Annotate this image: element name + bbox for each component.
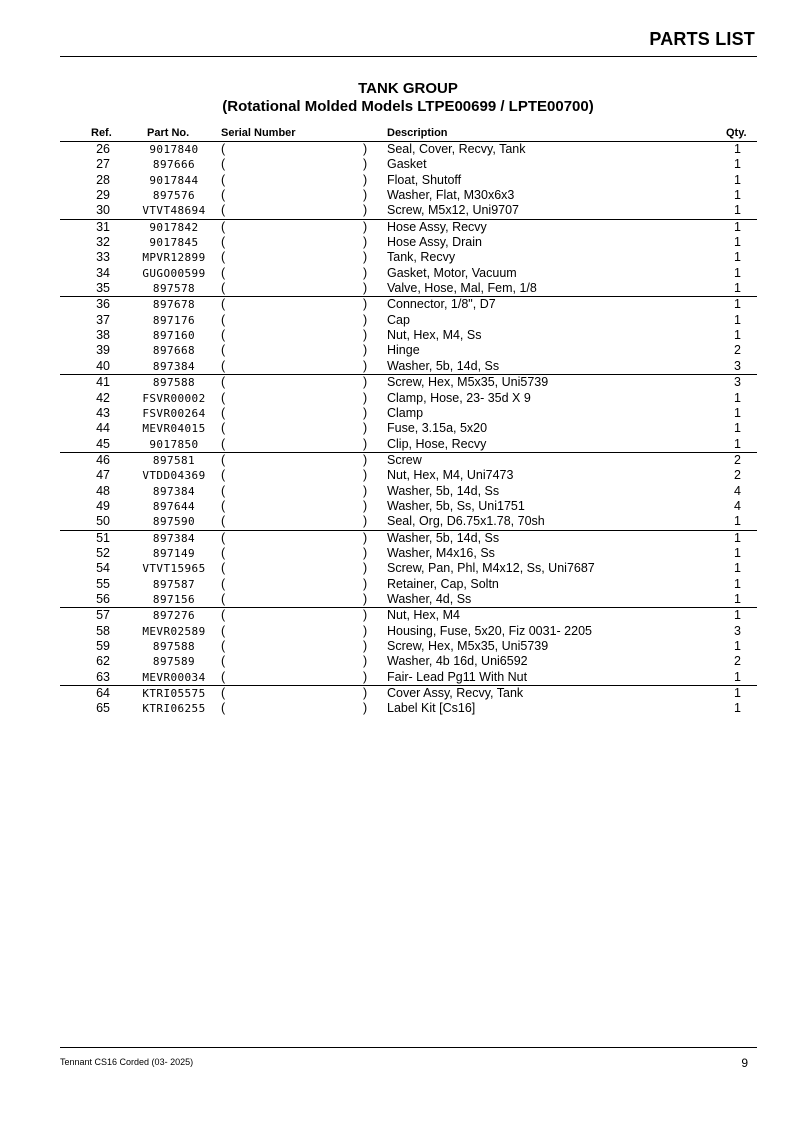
table-row xyxy=(60,235,757,250)
ref-number: 58 xyxy=(96,623,110,638)
ref-number: 56 xyxy=(96,591,110,606)
part-number: 897276 xyxy=(152,609,196,623)
part-description: Screw, Hex, M5x35, Uni5739 xyxy=(387,639,549,653)
serial-close-bracket: ) xyxy=(363,142,368,156)
part-quantity: 1 xyxy=(734,561,741,576)
table-row xyxy=(60,639,757,654)
part-number: 897578 xyxy=(152,282,196,296)
ref-number: 65 xyxy=(96,701,110,716)
serial-close-bracket: ) xyxy=(363,157,368,172)
table-row xyxy=(60,654,757,669)
ref-number: 26 xyxy=(96,142,110,156)
part-description: Connector, 1/8", D7 xyxy=(387,297,496,312)
ref-number: 52 xyxy=(96,545,110,560)
part-quantity: 1 xyxy=(734,514,741,529)
part-description: Hose Assy, Drain xyxy=(387,235,482,250)
serial-close-bracket: ) xyxy=(363,452,368,467)
serial-close-bracket: ) xyxy=(363,623,368,638)
part-number: 897587 xyxy=(152,577,196,591)
row-group xyxy=(60,296,757,374)
serial-close-bracket: ) xyxy=(363,203,368,218)
part-number: 897668 xyxy=(152,344,196,358)
serial-open-bracket: ( xyxy=(221,436,226,451)
table-row xyxy=(60,437,757,452)
table-row xyxy=(60,499,757,514)
ref-number: 27 xyxy=(96,157,110,172)
part-quantity: 1 xyxy=(734,639,741,653)
part-description: Label Kit [Cs16] xyxy=(387,701,476,716)
ref-number: 31 xyxy=(96,219,110,234)
part-quantity: 1 xyxy=(734,203,741,218)
ref-number: 32 xyxy=(96,235,110,250)
serial-open-bracket: ( xyxy=(221,639,226,653)
part-quantity: 2 xyxy=(734,654,741,669)
part-number: 897576 xyxy=(152,189,196,203)
part-description: Hose Assy, Recvy xyxy=(387,219,487,234)
part-quantity: 3 xyxy=(734,375,741,390)
part-quantity: 1 xyxy=(734,701,741,716)
row-group xyxy=(60,607,757,685)
part-description: Gasket, Motor, Vacuum xyxy=(387,265,517,280)
serial-close-bracket: ) xyxy=(363,545,368,560)
part-quantity: 1 xyxy=(734,669,741,684)
part-number: VTVT48694 xyxy=(142,204,206,218)
serial-open-bracket: ( xyxy=(221,312,226,327)
ref-number: 35 xyxy=(96,281,110,296)
part-number: GUGO00599 xyxy=(142,266,206,280)
serial-close-bracket: ) xyxy=(363,498,368,513)
ref-number: 28 xyxy=(96,172,110,187)
ref-number: 54 xyxy=(96,561,110,576)
part-number: 897678 xyxy=(152,298,196,312)
part-quantity: 1 xyxy=(734,281,741,296)
serial-open-bracket: ( xyxy=(221,669,226,684)
column-header-qty: Qty. xyxy=(726,127,747,139)
section-title: TANK GROUP xyxy=(358,80,458,97)
column-header-ref: Ref. xyxy=(91,127,112,139)
part-number: 897384 xyxy=(152,484,196,498)
serial-open-bracket: ( xyxy=(221,328,226,343)
part-number: 9017845 xyxy=(149,236,199,250)
part-quantity: 1 xyxy=(734,312,741,327)
serial-open-bracket: ( xyxy=(221,701,226,716)
ref-number: 40 xyxy=(96,358,110,373)
serial-open-bracket: ( xyxy=(221,203,226,218)
part-number: 9017840 xyxy=(149,143,199,156)
part-number: VTVT15965 xyxy=(142,562,206,576)
part-quantity: 1 xyxy=(734,265,741,280)
part-quantity: 1 xyxy=(734,297,741,312)
serial-open-bracket: ( xyxy=(221,343,226,358)
ref-number: 29 xyxy=(96,188,110,203)
part-quantity: 1 xyxy=(734,172,741,187)
serial-open-bracket: ( xyxy=(221,530,226,545)
part-description: Retainer, Cap, Soltn xyxy=(387,576,499,591)
serial-close-bracket: ) xyxy=(363,483,368,498)
table-row xyxy=(60,577,757,592)
serial-open-bracket: ( xyxy=(221,421,226,436)
ref-number: 44 xyxy=(96,421,110,436)
row-group xyxy=(60,452,757,530)
table-row xyxy=(60,375,757,390)
serial-open-bracket: ( xyxy=(221,514,226,529)
part-number: 897156 xyxy=(152,592,196,606)
part-number: KTRI05575 xyxy=(142,687,206,701)
serial-close-bracket: ) xyxy=(363,576,368,591)
part-quantity: 1 xyxy=(734,421,741,436)
serial-open-bracket: ( xyxy=(221,468,226,483)
part-quantity: 4 xyxy=(734,483,741,498)
serial-close-bracket: ) xyxy=(363,312,368,327)
table-row xyxy=(60,173,757,188)
table-row xyxy=(60,514,757,529)
table-row xyxy=(60,546,757,561)
part-description: Nut, Hex, M4 xyxy=(387,608,460,623)
part-quantity: 1 xyxy=(734,591,741,606)
part-number: MEVR04015 xyxy=(142,422,206,436)
table-row xyxy=(60,343,757,358)
part-number: 897644 xyxy=(152,499,196,513)
table-row xyxy=(60,359,757,374)
part-number: 897588 xyxy=(152,376,196,390)
part-number: KTRI06255 xyxy=(142,702,206,716)
part-description: Cover Assy, Recvy, Tank xyxy=(387,686,524,701)
part-description: Nut, Hex, M4, Uni7473 xyxy=(387,468,514,483)
part-number: 9017844 xyxy=(149,173,199,187)
part-number: MEVR00034 xyxy=(142,670,206,684)
table-row xyxy=(60,142,757,157)
part-description: Housing, Fuse, 5x20, Fiz 0031- 2205 xyxy=(387,623,592,638)
ref-number: 49 xyxy=(96,498,110,513)
row-group xyxy=(60,219,757,297)
table-row xyxy=(60,592,757,607)
table-row xyxy=(60,391,757,406)
part-number: 897384 xyxy=(152,531,196,545)
ref-number: 64 xyxy=(96,686,110,701)
serial-close-bracket: ) xyxy=(363,375,368,390)
table-row xyxy=(60,453,757,468)
table-row xyxy=(60,203,757,218)
ref-number: 63 xyxy=(96,669,110,684)
ref-number: 41 xyxy=(96,375,110,390)
serial-open-bracket: ( xyxy=(221,188,226,203)
part-quantity: 1 xyxy=(734,157,741,172)
column-header-serial-number: Serial Number xyxy=(221,127,296,139)
ref-number: 62 xyxy=(96,654,110,669)
part-description: Clamp, Hose, 23- 35d X 9 xyxy=(387,390,531,405)
table-row xyxy=(60,266,757,281)
serial-open-bracket: ( xyxy=(221,545,226,560)
part-quantity: 1 xyxy=(734,686,741,701)
part-description: Screw, Pan, Phl, M4x12, Ss, Uni7687 xyxy=(387,561,595,576)
serial-close-bracket: ) xyxy=(363,188,368,203)
ref-number: 46 xyxy=(96,452,110,467)
serial-close-bracket: ) xyxy=(363,468,368,483)
serial-close-bracket: ) xyxy=(363,405,368,420)
table-row xyxy=(60,686,757,701)
part-description: Gasket xyxy=(387,157,427,172)
serial-open-bracket: ( xyxy=(221,390,226,405)
table-row xyxy=(60,328,757,343)
part-quantity: 1 xyxy=(734,545,741,560)
serial-close-bracket: ) xyxy=(363,639,368,653)
serial-close-bracket: ) xyxy=(363,265,368,280)
serial-open-bracket: ( xyxy=(221,561,226,576)
ref-number: 34 xyxy=(96,265,110,280)
part-description: Washer, 5b, 14d, Ss xyxy=(387,358,500,373)
header-rule xyxy=(60,56,757,57)
part-description: Washer, 4d, Ss xyxy=(387,591,472,606)
serial-open-bracket: ( xyxy=(221,686,226,701)
serial-close-bracket: ) xyxy=(363,654,368,669)
serial-open-bracket: ( xyxy=(221,375,226,390)
ref-number: 39 xyxy=(96,343,110,358)
part-description: Valve, Hose, Mal, Fem, 1/8 xyxy=(387,281,537,296)
part-description: Tank, Recvy xyxy=(387,250,456,265)
serial-open-bracket: ( xyxy=(221,142,226,156)
part-quantity: 2 xyxy=(734,452,741,467)
serial-close-bracket: ) xyxy=(363,328,368,343)
part-quantity: 2 xyxy=(734,343,741,358)
column-header-part-no: Part No. xyxy=(147,127,190,139)
part-number: 897589 xyxy=(152,655,196,669)
serial-open-bracket: ( xyxy=(221,483,226,498)
serial-close-bracket: ) xyxy=(363,591,368,606)
serial-close-bracket: ) xyxy=(363,561,368,576)
page-header-title: PARTS LIST xyxy=(649,29,755,49)
serial-open-bracket: ( xyxy=(221,157,226,172)
part-description: Washer, M4x16, Ss xyxy=(387,545,495,560)
section-subtitle: (Rotational Molded Models LTPE00699 / LPTE00700) xyxy=(222,98,594,115)
part-number: 9017842 xyxy=(149,220,199,234)
table-row xyxy=(60,281,757,296)
serial-close-bracket: ) xyxy=(363,281,368,296)
table-row xyxy=(60,297,757,312)
serial-open-bracket: ( xyxy=(221,172,226,187)
part-number: 897581 xyxy=(152,453,196,467)
part-number: 897176 xyxy=(152,313,196,327)
serial-close-bracket: ) xyxy=(363,669,368,684)
ref-number: 48 xyxy=(96,483,110,498)
serial-close-bracket: ) xyxy=(363,358,368,373)
serial-close-bracket: ) xyxy=(363,250,368,265)
part-quantity: 1 xyxy=(734,250,741,265)
table-row xyxy=(60,188,757,203)
parts-table xyxy=(60,141,757,717)
table-row xyxy=(60,484,757,499)
serial-close-bracket: ) xyxy=(363,436,368,451)
table-row xyxy=(60,220,757,235)
serial-open-bracket: ( xyxy=(221,591,226,606)
serial-open-bracket: ( xyxy=(221,576,226,591)
row-group xyxy=(60,685,757,717)
table-row xyxy=(60,157,757,172)
part-quantity: 1 xyxy=(734,576,741,591)
part-quantity: 4 xyxy=(734,498,741,513)
table-row xyxy=(60,701,757,716)
serial-open-bracket: ( xyxy=(221,250,226,265)
row-group xyxy=(60,141,757,219)
part-description: Washer, 5b, Ss, Uni1751 xyxy=(387,498,525,513)
serial-close-bracket: ) xyxy=(363,343,368,358)
part-quantity: 3 xyxy=(734,358,741,373)
serial-open-bracket: ( xyxy=(221,235,226,250)
serial-open-bracket: ( xyxy=(221,219,226,234)
part-description: Nut, Hex, M4, Ss xyxy=(387,328,482,343)
serial-close-bracket: ) xyxy=(363,172,368,187)
part-description: Clip, Hose, Recvy xyxy=(387,436,487,451)
table-row xyxy=(60,406,757,421)
row-group xyxy=(60,530,757,608)
table-row xyxy=(60,313,757,328)
footer-rule xyxy=(60,1047,757,1048)
part-description: Float, Shutoff xyxy=(387,172,462,187)
part-number: 897384 xyxy=(152,359,196,373)
table-row xyxy=(60,531,757,546)
footer-document-title: Tennant CS16 Corded (03- 2025) xyxy=(60,1057,194,1067)
ref-number: 42 xyxy=(96,390,110,405)
table-row xyxy=(60,608,757,623)
part-description: Fuse, 3.15a, 5x20 xyxy=(387,421,488,436)
table-row xyxy=(60,250,757,265)
table-row xyxy=(60,421,757,436)
serial-open-bracket: ( xyxy=(221,623,226,638)
part-number: 897160 xyxy=(152,329,196,343)
ref-number: 37 xyxy=(96,312,110,327)
part-description: Screw, M5x12, Uni9707 xyxy=(387,203,520,218)
serial-open-bracket: ( xyxy=(221,297,226,312)
part-description: Washer, 5b, 14d, Ss xyxy=(387,530,500,545)
ref-number: 51 xyxy=(96,530,110,545)
part-number: 897590 xyxy=(152,515,196,529)
part-description: Screw xyxy=(387,452,422,467)
ref-number: 59 xyxy=(96,639,110,653)
serial-close-bracket: ) xyxy=(363,701,368,716)
part-quantity: 1 xyxy=(734,328,741,343)
part-number: FSVR00002 xyxy=(142,391,206,405)
serial-open-bracket: ( xyxy=(221,452,226,467)
part-quantity: 1 xyxy=(734,436,741,451)
serial-open-bracket: ( xyxy=(221,265,226,280)
serial-open-bracket: ( xyxy=(221,281,226,296)
part-description: Fair- Lead Pg11 With Nut xyxy=(387,669,528,684)
part-quantity: 1 xyxy=(734,188,741,203)
part-quantity: 1 xyxy=(734,235,741,250)
serial-close-bracket: ) xyxy=(363,686,368,701)
serial-close-bracket: ) xyxy=(363,514,368,529)
ref-number: 43 xyxy=(96,405,110,420)
part-quantity: 1 xyxy=(734,530,741,545)
serial-open-bracket: ( xyxy=(221,498,226,513)
part-number: VTDD04369 xyxy=(142,469,206,483)
ref-number: 45 xyxy=(96,436,110,451)
part-description: Washer, Flat, M30x6x3 xyxy=(387,188,515,203)
serial-close-bracket: ) xyxy=(363,235,368,250)
footer-page-number: 9 xyxy=(741,1056,748,1070)
ref-number: 33 xyxy=(96,250,110,265)
ref-number: 57 xyxy=(96,608,110,623)
part-quantity: 1 xyxy=(734,219,741,234)
serial-close-bracket: ) xyxy=(363,219,368,234)
part-number: MPVR12899 xyxy=(142,251,206,265)
serial-close-bracket: ) xyxy=(363,530,368,545)
part-number: 9017850 xyxy=(149,437,199,451)
table-row xyxy=(60,670,757,685)
ref-number: 55 xyxy=(96,576,110,591)
part-description: Hinge xyxy=(387,343,420,358)
serial-open-bracket: ( xyxy=(221,654,226,669)
part-number: MEVR02589 xyxy=(142,624,206,638)
serial-open-bracket: ( xyxy=(221,358,226,373)
part-quantity: 1 xyxy=(734,608,741,623)
table-row xyxy=(60,561,757,576)
part-description: Seal, Org, D6.75x1.78, 70sh xyxy=(387,514,545,529)
part-description: Screw, Hex, M5x35, Uni5739 xyxy=(387,375,549,390)
ref-number: 36 xyxy=(96,297,110,312)
ref-number: 50 xyxy=(96,514,110,529)
part-number: 897666 xyxy=(152,158,196,172)
serial-close-bracket: ) xyxy=(363,297,368,312)
part-description: Clamp xyxy=(387,405,424,420)
serial-close-bracket: ) xyxy=(363,608,368,623)
serial-close-bracket: ) xyxy=(363,421,368,436)
part-description: Washer, 5b, 14d, Ss xyxy=(387,483,500,498)
part-description: Cap xyxy=(387,312,410,327)
table-row xyxy=(60,468,757,483)
ref-number: 30 xyxy=(96,203,110,218)
row-group xyxy=(60,374,757,452)
ref-number: 47 xyxy=(96,468,110,483)
serial-open-bracket: ( xyxy=(221,405,226,420)
table-row xyxy=(60,624,757,639)
serial-open-bracket: ( xyxy=(221,608,226,623)
part-quantity: 1 xyxy=(734,390,741,405)
part-quantity: 1 xyxy=(734,142,741,156)
part-description: Washer, 4b 16d, Uni6592 xyxy=(387,654,528,669)
column-header-description: Description xyxy=(387,127,448,139)
part-quantity: 2 xyxy=(734,468,741,483)
part-quantity: 3 xyxy=(734,623,741,638)
part-quantity: 1 xyxy=(734,405,741,420)
ref-number: 38 xyxy=(96,328,110,343)
part-number: 897588 xyxy=(152,640,196,653)
part-number: 897149 xyxy=(152,546,196,560)
serial-close-bracket: ) xyxy=(363,390,368,405)
part-number: FSVR00264 xyxy=(142,406,206,420)
part-description: Seal, Cover, Recvy, Tank xyxy=(387,142,526,156)
